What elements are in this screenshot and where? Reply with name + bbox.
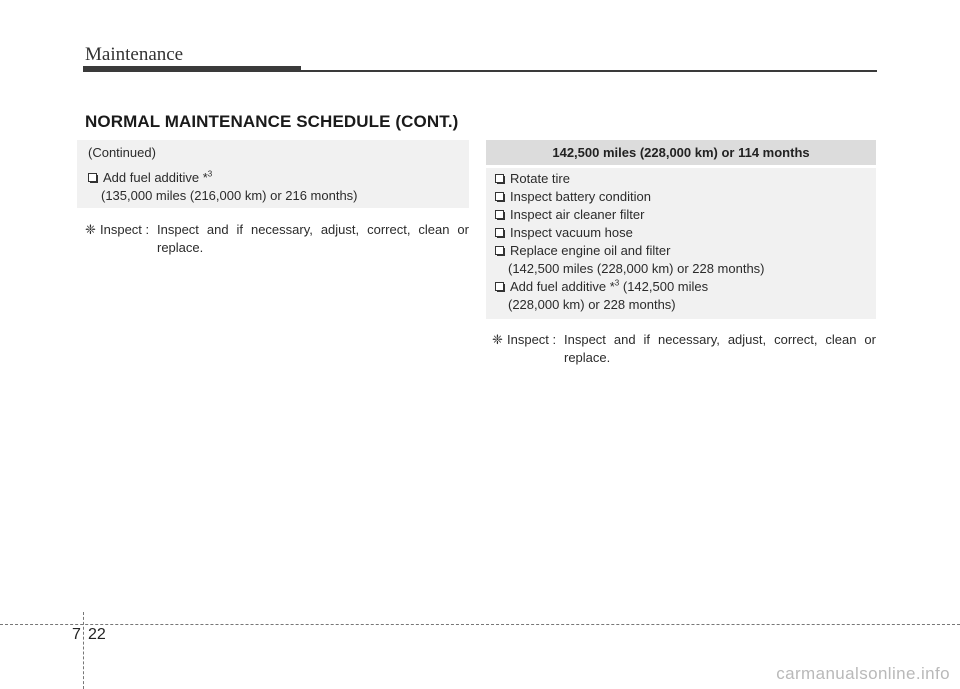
checkbox-icon <box>495 192 505 202</box>
checkbox-icon <box>495 246 505 256</box>
note-text-continued: replace. <box>564 350 611 365</box>
checkbox-icon <box>88 173 98 183</box>
watermark: carmanualsonline.info <box>776 664 950 683</box>
footnote-marker: 3 <box>614 278 620 288</box>
item-label: Add fuel additive * <box>510 279 615 294</box>
checklist-item <box>88 169 212 187</box>
right-inspect-note <box>492 331 876 367</box>
item-detail: (135,000 miles (216,000 km) or 216 months) <box>101 188 358 203</box>
checklist-item <box>495 224 633 242</box>
footer-divider <box>83 612 84 689</box>
item-label: Replace engine oil and filter <box>510 243 671 258</box>
note-label: Inspect : <box>507 332 557 347</box>
checkbox-icon <box>495 228 505 238</box>
item-label-rest: (142,500 miles <box>622 279 709 294</box>
note-text: Inspect and if necessary, adjust, correct, clean or <box>564 332 876 347</box>
left-schedule-box <box>77 140 469 208</box>
item-label: Inspect air cleaner filter <box>510 207 645 222</box>
checklist-item <box>495 206 644 224</box>
page-header-title: Maintenance <box>85 44 184 65</box>
note-text-continued: replace. <box>157 240 204 255</box>
header-rule-thin <box>83 70 877 72</box>
item-label: Inspect battery condition <box>510 189 651 204</box>
item-label: Inspect vacuum hose <box>510 225 633 240</box>
item-detail: (142,500 miles (228,000 km) or 228 months) <box>508 261 765 276</box>
checklist-item <box>495 188 651 206</box>
checklist-item <box>495 170 570 188</box>
item-label: Add fuel additive * <box>103 170 208 185</box>
continued-label: (Continued) <box>88 145 156 160</box>
page-number: 22 <box>88 626 106 643</box>
footer-rule <box>0 624 960 625</box>
checkbox-icon <box>495 210 505 220</box>
chapter-number: 7 <box>72 626 81 643</box>
item-detail: (228,000 km) or 228 months) <box>508 297 676 312</box>
note-label: Inspect : <box>100 222 150 237</box>
left-inspect-note <box>85 221 469 257</box>
checklist-item <box>495 278 708 296</box>
right-schedule-heading: 142,500 miles (228,000 km) or 114 months <box>486 140 876 165</box>
footnote-marker: 3 <box>207 169 213 179</box>
item-label: Rotate tire <box>510 171 570 186</box>
checklist-item <box>495 242 670 260</box>
note-symbol-icon: ❈ <box>85 222 96 237</box>
note-symbol-icon: ❈ <box>492 332 503 347</box>
note-text: Inspect and if necessary, adjust, correct, clean or <box>157 222 469 237</box>
checkbox-icon <box>495 174 505 184</box>
section-heading: NORMAL MAINTENANCE SCHEDULE (CONT.) <box>85 112 459 131</box>
right-schedule-box <box>486 168 876 319</box>
checkbox-icon <box>495 282 505 292</box>
